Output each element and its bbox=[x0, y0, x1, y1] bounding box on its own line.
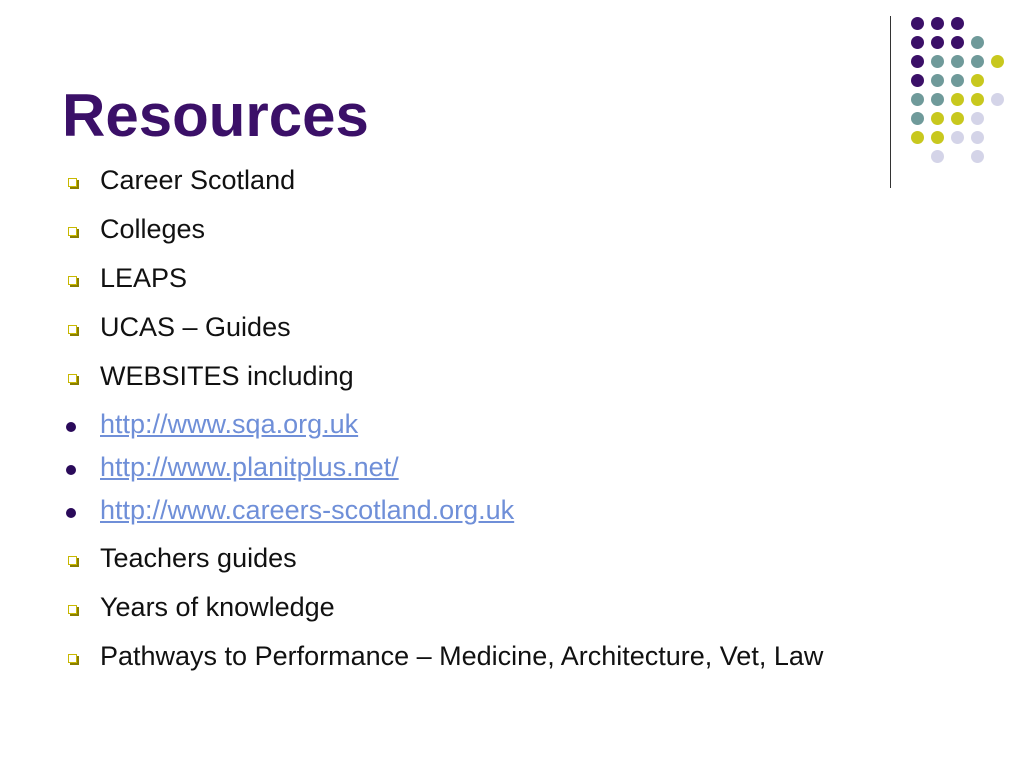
round-bullet-icon bbox=[66, 422, 76, 432]
decorative-dot bbox=[931, 93, 944, 106]
decorative-dot bbox=[911, 93, 924, 106]
round-bullet-icon bbox=[66, 508, 76, 518]
list-item bbox=[62, 640, 1002, 673]
decorative-dot bbox=[931, 55, 944, 68]
decorative-dot bbox=[931, 74, 944, 87]
list-item-text: WEBSITES including bbox=[100, 361, 354, 391]
decorative-dot bbox=[931, 112, 944, 125]
list-item-text: Colleges bbox=[100, 214, 206, 244]
resource-list bbox=[62, 164, 1002, 689]
decorative-dot bbox=[911, 55, 924, 68]
square-bullet-icon bbox=[68, 374, 77, 383]
list-item-text: Teachers guides bbox=[100, 543, 297, 573]
list-item-text: Pathways to Performance – Medicine, Architecture, Vet, Law bbox=[100, 641, 824, 671]
decorative-dot bbox=[971, 93, 984, 106]
decorative-dot bbox=[991, 55, 1004, 68]
vertical-divider bbox=[890, 16, 891, 188]
list-item bbox=[62, 360, 1002, 393]
link-item bbox=[62, 452, 1002, 483]
square-bullet-icon bbox=[68, 325, 77, 334]
list-item-text: Years of knowledge bbox=[100, 592, 335, 622]
decorative-dot bbox=[951, 17, 964, 30]
decorative-dot bbox=[931, 17, 944, 30]
decorative-dot bbox=[971, 55, 984, 68]
sqa-link[interactable]: http://www.sqa.org.uk bbox=[100, 409, 359, 439]
list-item bbox=[62, 213, 1002, 246]
decorative-dot bbox=[971, 150, 984, 163]
square-bullet-icon bbox=[68, 276, 77, 285]
square-bullet-icon bbox=[68, 654, 77, 663]
square-bullet-icon bbox=[68, 556, 77, 565]
list-item bbox=[62, 164, 1002, 197]
list-item bbox=[62, 591, 1002, 624]
decorative-dot bbox=[971, 74, 984, 87]
planitplus-link[interactable]: http://www.planitplus.net/ bbox=[100, 452, 399, 482]
slide-title: Resources bbox=[62, 82, 369, 149]
square-bullet-icon bbox=[68, 605, 77, 614]
decorative-dot bbox=[951, 36, 964, 49]
round-bullet-icon bbox=[66, 465, 76, 475]
decorative-dot bbox=[911, 36, 924, 49]
decorative-dot bbox=[911, 131, 924, 144]
decorative-dot bbox=[911, 112, 924, 125]
square-bullet-icon bbox=[68, 178, 77, 187]
decorative-dot bbox=[951, 112, 964, 125]
decorative-dot bbox=[931, 150, 944, 163]
decorative-dot bbox=[911, 74, 924, 87]
list-item-text: LEAPS bbox=[100, 263, 188, 293]
list-item bbox=[62, 542, 1002, 575]
decorative-dot bbox=[911, 17, 924, 30]
decorative-dot bbox=[951, 131, 964, 144]
list-item bbox=[62, 262, 1002, 295]
link-item bbox=[62, 495, 1002, 526]
decorative-dot bbox=[991, 93, 1004, 106]
decorative-dot bbox=[951, 74, 964, 87]
careers-scotland-link[interactable]: http://www.careers-scotland.org.uk bbox=[100, 495, 515, 525]
decorative-dot bbox=[971, 36, 984, 49]
decorative-dot bbox=[971, 112, 984, 125]
square-bullet-icon bbox=[68, 227, 77, 236]
link-item bbox=[62, 409, 1002, 440]
decorative-dot bbox=[971, 131, 984, 144]
decorative-dot bbox=[931, 131, 944, 144]
decorative-dot bbox=[931, 36, 944, 49]
decorative-dot bbox=[951, 55, 964, 68]
list-item-text: UCAS – Guides bbox=[100, 312, 291, 342]
list-item-text: Career Scotland bbox=[100, 165, 296, 195]
decorative-dot bbox=[951, 93, 964, 106]
list-item bbox=[62, 311, 1002, 344]
